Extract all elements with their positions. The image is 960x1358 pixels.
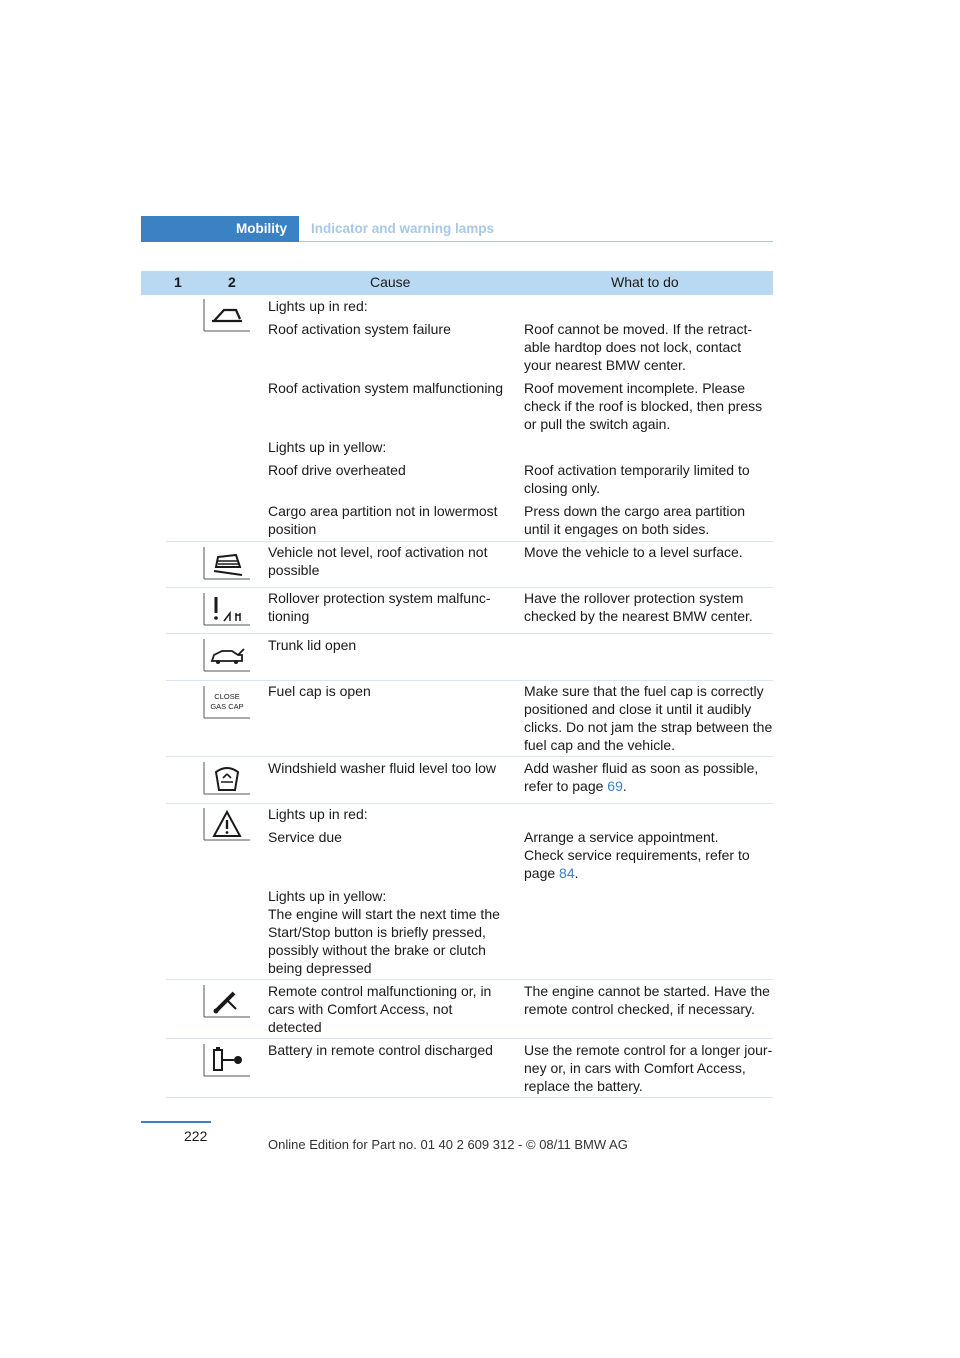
column-header-what-to-do: What to do — [611, 274, 679, 290]
close-gas-cap-line1: CLOSE — [214, 692, 240, 701]
row-cause: Trunk lid open — [268, 637, 357, 653]
vehicle-tilted-icon — [202, 545, 252, 581]
row-what-to-do — [524, 759, 774, 795]
row-what-to-do: Press down the cargo area partition until it engages on both sides. — [524, 503, 746, 537]
row-what-to-do: Have the rollover protection system checked by the nearest BMW center. — [524, 590, 753, 624]
footer-accent-line — [141, 1121, 211, 1123]
table-header — [141, 271, 773, 295]
page-link[interactable]: 84 — [559, 865, 575, 881]
todo-text-end: . — [622, 778, 627, 794]
page-header — [141, 216, 773, 242]
row-what-to-do: Use the remote control for a longer jour- ney or, in cars with Comfort Access, replace the battery. — [524, 1042, 773, 1094]
row-cause: Roof activation system failure — [268, 321, 451, 337]
edition-notice: Online Edition for Part no. 01 40 2 609 312 - © 08/11 BMW AG — [268, 1137, 628, 1152]
row-cause: Remote control malfunctioning or, in cars with Comfort Access, not detected — [268, 983, 492, 1035]
row-divider — [166, 587, 773, 588]
row-cause: Vehicle not level, roof activation not possible — [268, 544, 488, 578]
todo-text: Add washer fluid as soon as possible, refer to page — [524, 760, 759, 794]
trunk-lid-icon — [202, 637, 252, 673]
row-what-to-do: Roof movement incomplete. Please check if the roof is blocked, then press or pull the switch again. — [524, 380, 763, 432]
page-link[interactable]: 69 — [607, 778, 623, 794]
page-number: 222 — [184, 1128, 208, 1144]
row-cause: Lights up in red: — [268, 298, 368, 314]
close-gas-cap-line2: GAS CAP — [210, 702, 244, 711]
header-divider — [299, 241, 773, 242]
row-cause: Cargo area partition not in lowermost position — [268, 503, 498, 537]
todo-text-end: . — [574, 865, 579, 881]
row-cause: Rollover protection system malfunc- tioning — [268, 590, 491, 624]
row-what-to-do — [524, 828, 774, 882]
page-title: Indicator and warning lamps — [311, 221, 495, 236]
row-divider — [166, 803, 773, 804]
row-what-to-do: Roof cannot be moved. If the retract- able hardtop does not lock, contact your nearest BMW center. — [524, 321, 753, 373]
row-cause: Lights up in red: — [268, 806, 368, 822]
row-what-to-do: Roof activation temporarily limited to closing only. — [524, 462, 750, 496]
todo-text: Arrange a service appointment. Check service requirements, refer to page — [524, 829, 750, 881]
remote-control-malfunction-icon — [202, 983, 252, 1019]
row-divider — [166, 633, 773, 634]
column-header-1: 1 — [174, 274, 182, 290]
column-header-2: 2 — [228, 274, 236, 290]
row-cause: Service due — [268, 829, 342, 845]
section-tab: Mobility — [141, 216, 299, 242]
row-what-to-do: Move the vehicle to a level surface. — [524, 544, 743, 560]
row-what-to-do: Make sure that the fuel cap is correctly positioned and close it until it audibly clicks. Do not jam the strap between the fuel cap and the vehicle. — [524, 683, 773, 753]
column-header-cause: Cause — [370, 274, 411, 290]
close-gas-cap-icon — [202, 684, 252, 720]
row-divider — [166, 541, 773, 542]
row-divider — [166, 1038, 773, 1039]
row-cause: Windshield washer fluid level too low — [268, 760, 496, 776]
row-cause: Lights up in yellow: The engine will start the next time the Start/Stop button is briefly pressed, possibly without the brake or clutch being depressed — [268, 888, 500, 976]
row-what-to-do: The engine cannot be started. Have the remote control checked, if necessary. — [524, 983, 770, 1017]
row-divider — [166, 1097, 773, 1098]
warning-triangle-icon — [202, 806, 252, 842]
rollover-protection-icon — [202, 591, 252, 627]
roof-activation-icon — [202, 297, 252, 333]
remote-battery-icon — [202, 1042, 252, 1078]
row-divider — [166, 680, 773, 681]
row-cause: Lights up in yellow: — [268, 439, 387, 455]
row-divider — [166, 756, 773, 757]
row-cause: Battery in remote control discharged — [268, 1042, 493, 1058]
row-cause: Roof activation system malfunctioning — [268, 380, 503, 396]
row-cause: Fuel cap is open — [268, 683, 371, 699]
row-cause: Roof drive overheated — [268, 462, 406, 478]
row-divider — [166, 979, 773, 980]
washer-fluid-icon — [202, 760, 252, 796]
